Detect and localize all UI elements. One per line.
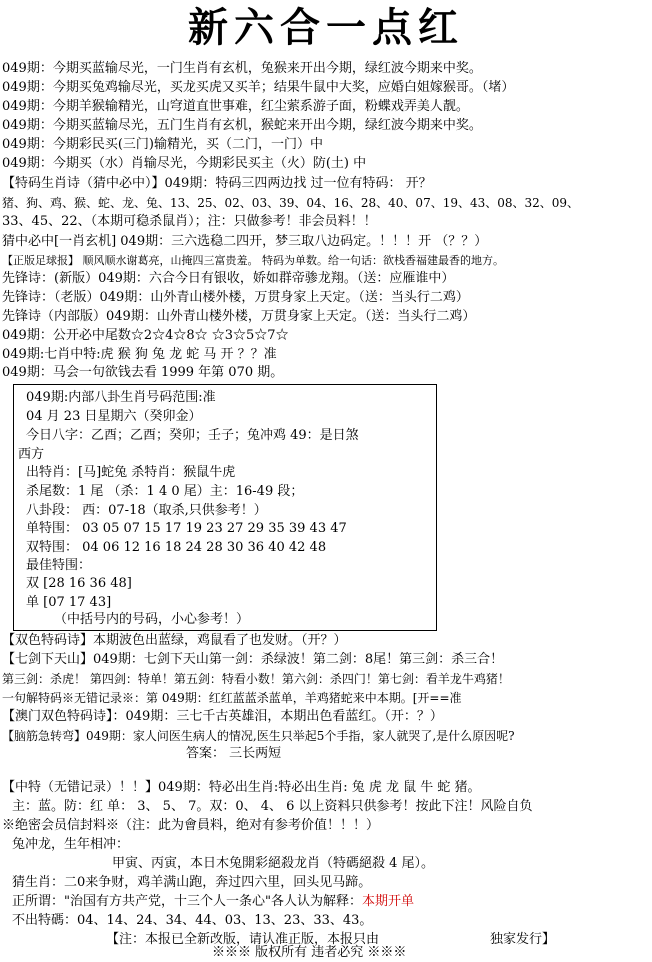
highlight-text: 本期开单 <box>361 894 414 909</box>
text-line: 049期：今期羊猴输精光，山穹道直世事难，红尘萦系游子面，粉蝶戏弄美人靓。 <box>2 99 469 114</box>
text-line: 049期：今期买兔鸡输尽光，买龙买虎又买羊；结果牛鼠中大奖，应婚白姐嫁猴哥。（堵） <box>2 80 515 95</box>
text-line: 049期：今期彩民买(三门)输精光，买（二门，一门）中 <box>2 137 323 152</box>
box-line: 04 月 23 日星期六（癸卯金） <box>26 409 202 424</box>
box-line: 出特肖：[马]蛇兔 杀特肖：猴鼠牛虎 <box>26 465 236 480</box>
text-line: 049期：今期买蓝输尽光，一门生肖有玄机，兔猴来开出今期，绿红波今期来中奖。 <box>2 61 482 76</box>
text-line: 先锋诗：(新版）049期：六合今日有银收，娇如群帝骖龙翔。（送：应雁谁中） <box>2 271 455 286</box>
text-line: 先锋诗：（老版）049期：山外青山楼外楼，万贯身家上天定。（送：当头行二鸡） <box>2 290 469 305</box>
text-line: 【脑筋急转弯】049期：家人问医生病人的情况,医生只举起5个手指，家人就哭了,是什么原因呢? <box>2 729 515 743</box>
box-line: 单 [07 17 43] <box>26 595 112 610</box>
text-line: 一句解特码※无错记录※：第 049期：红红蓝蓝杀蓝单，羊鸡猪蛇来中本期。[开==准 <box>2 691 462 705</box>
text-line: 049期：马会一句欲钱去看 1999 年第 070 期。 <box>2 365 284 380</box>
text-line: 猪、狗、鸡、猴、蛇、龙、兔、13、25、02、03、39、04、16、28、40、07、19、43、08、32、09、 <box>2 196 580 210</box>
copyright-line: ※※※ 版权所有 违者必究 ※※※ <box>212 945 407 960</box>
text-line: 不出特碼：04、14、24、34、44、03、13、23、33、43。 <box>12 913 373 928</box>
box-line: 西方 <box>18 447 45 462</box>
text-line: 独家发行】 <box>490 932 556 947</box>
text-line: 【特码生肖诗（猜中必中）】049期：特码三四两边找 过一位有特码： 开？ <box>2 176 432 191</box>
text-line: 猜生肖：二0来争财，鸡羊满山跑，奔过四六里，回头见马蹄。 <box>12 875 372 890</box>
text-line: 猜中必中[一肖玄机] 049期：三六选稳二四开，梦三取八边码定。！！！开 （？？） <box>2 234 488 249</box>
box-line: 今日八字：乙酉；乙酉；癸卯；壬子；兔冲鸡 49：是日煞 <box>26 428 359 443</box>
bagua-range-box <box>13 384 437 631</box>
text-line: 【双色特码诗】本期波色出蓝绿，鸡鼠看了也发财。（开？） <box>2 633 347 648</box>
text-line: 049期：今期买（水）肖输尽光，今期彩民买主（火）防(土) 中 <box>2 156 367 171</box>
box-line: 双特围： 04 06 12 16 18 24 28 30 36 40 42 48 <box>26 540 327 555</box>
text-line: 049期:七肖中特:虎 猴 狗 兔 龙 蛇 马 开 ？？准 <box>2 347 277 362</box>
box-line: 双 [28 16 36 48] <box>26 576 132 591</box>
text-line <box>12 893 414 911</box>
text-line: 兔冲龙，生年相冲： <box>12 837 130 852</box>
text-line: 33、45、22、（本期可稳杀鼠肖）；注：只做参考！非会员料！！ <box>2 214 377 229</box>
text-line: 答案： 三长两短 <box>186 746 282 761</box>
text-line: 第三剑：杀虎！ 第四剑：特单！第五剑：特看小数！第六剑：杀四门！第七剑：看羊龙牛鸡猪！ <box>2 672 510 686</box>
page-title: 新六合一点红 <box>188 4 464 51</box>
text-line: 主：蓝。防：红 单： 3、 5、 7。双：0、 4、 6 以上资料只供参考！按此下注！风险自负 <box>12 799 533 814</box>
box-line: 杀尾数：1 尾 （杀：1 4 0 尾）主：16-49 段； <box>26 484 304 499</box>
text-line: 【注：本报已全新改版，请认准正版，本报只由 <box>106 932 380 947</box>
box-line: 单特围： 03 05 07 15 17 19 23 27 29 35 39 43 47 <box>26 521 347 536</box>
box-line: 049期:内部八卦生肖号码范围:准 <box>26 390 216 405</box>
box-line: （中括号内的号码，小心参考！） <box>54 612 250 627</box>
text-line: 【中特（无错记录）！！】049期：特必出生肖:特必出生肖: 兔 虎 龙 鼠 牛 蛇 猪。 <box>2 780 481 795</box>
text-line: 049期：今期买蓝输尽光，五门生肖有玄机，猴蛇来开出今期，绿红波今期来中奖。 <box>2 118 482 133</box>
text-line: 先锋诗（内部版）049期：山外青山楼外楼，万贯身家上天定。（送：当头行二鸡） <box>2 309 476 324</box>
text-line: 【正版足球报】 顺风顺水谢葛亮，山掩四三富贵羞。 特码为单数。给一句话：欲栈香福建最香的地方。 <box>2 254 504 267</box>
box-line: 最佳特围： <box>26 558 92 573</box>
text-line: ※绝密会员信封料※（注：此为會員料，绝对有参考价值！！！） <box>2 818 380 833</box>
text-segment: 正所谓："治国有方共产党，十三个人一条心"各人认为解释： <box>12 894 362 909</box>
text-line: 【澳门双色特码诗】：049期：三七千古英雄泪，本期出色看蓝红。（开：？） <box>2 709 443 724</box>
text-line: 甲寅、丙寅，本日木兔開彩絕殺龙肖（特碼絕殺 4 尾）。 <box>112 856 435 871</box>
box-line: 八卦段： 西：07-18（取杀,只供参考！） <box>26 503 267 518</box>
text-line: 049期：公开必中尾数☆2☆4☆8☆ ☆3☆5☆7☆ <box>2 328 289 343</box>
text-line: 【七剑下天山】049期：七剑下天山第一剑：杀绿波！第二剑：8尾！第三剑：杀三合！ <box>2 652 504 667</box>
